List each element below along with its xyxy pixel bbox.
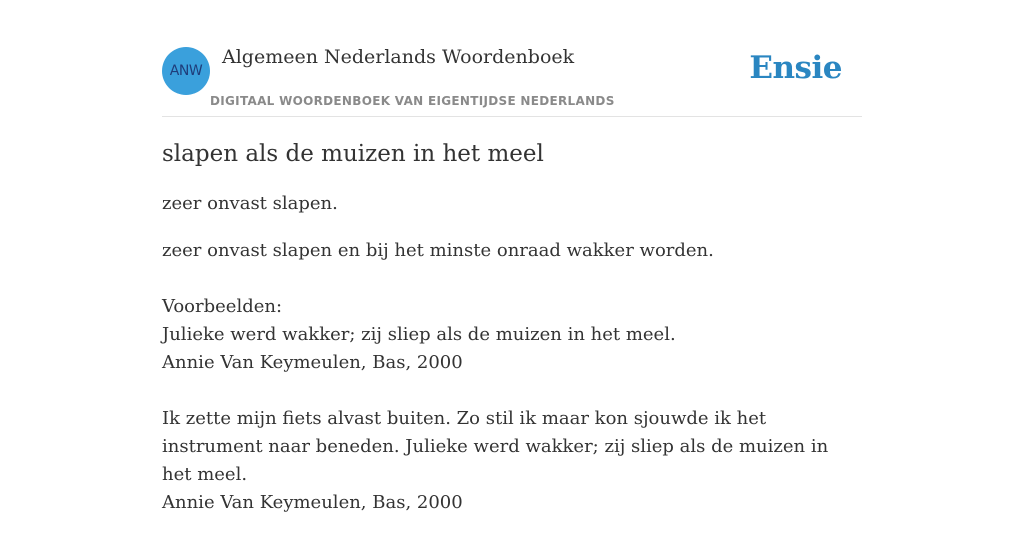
example-source: Annie Van Keymeulen, Bas, 2000 xyxy=(162,352,463,373)
short-definition: zeer onvast slapen. xyxy=(162,193,338,214)
example-item xyxy=(162,405,862,517)
example-item xyxy=(162,321,862,377)
entry-term: slapen als de muizen in het meel xyxy=(162,141,544,167)
example-source: Annie Van Keymeulen, Bas, 2000 xyxy=(162,492,463,513)
source-title[interactable]: Algemeen Nederlands Woordenboek xyxy=(222,46,575,68)
anw-logo[interactable] xyxy=(162,47,210,95)
example-text: Julieke werd wakker; zij sliep als de muizen in het meel. xyxy=(162,324,676,345)
anw-logo-text: ANW xyxy=(169,63,203,79)
examples-label: Voorbeelden: xyxy=(162,296,283,317)
page-header xyxy=(162,0,862,117)
source-subtitle: DIGITAAL WOORDENBOEK VAN EIGENTIJDSE NEDERLANDS xyxy=(210,94,615,108)
ensie-logo-link[interactable]: Ensie xyxy=(749,50,842,86)
long-definition: zeer onvast slapen en bij het minste onraad wakker worden. xyxy=(162,240,714,261)
example-text: Ik zette mijn fiets alvast buiten. Zo stil ik maar kon sjouwde ik het instrument naar beneden. Julieke werd wakker; zij sliep als de muizen in het meel. xyxy=(162,408,829,485)
entry-content xyxy=(162,138,862,545)
